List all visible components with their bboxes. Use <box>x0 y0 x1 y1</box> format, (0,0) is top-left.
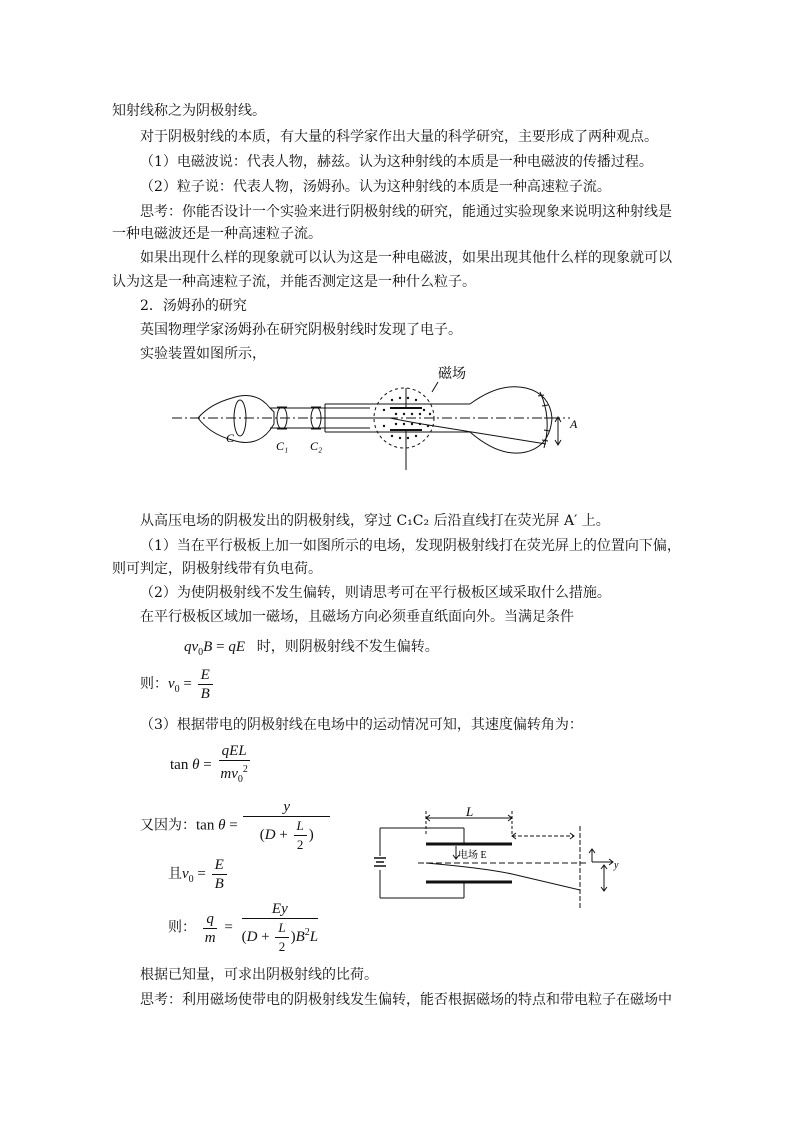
deflection-plates-figure <box>374 806 630 916</box>
equation-v0: 则：$v_0$ = $\frac{E}{B}$ <box>140 666 215 703</box>
text-line: 对于阴极射线的本质，有大量的科学家作出大量的科学研究，主要形成了两种观点。 <box>140 129 658 145</box>
text-line: 根据已知量，可求出阴极射线的比荷。 <box>140 967 378 983</box>
text-line: 认为这是一种高速粒子流，并能否测定这是一种什么粒子。 <box>112 274 476 290</box>
text-line: 思考：利用磁场使带电的阴极射线发生偏转，能否根据磁场的特点和带电粒子在磁场中 <box>140 992 672 1008</box>
cathode-label: C <box>226 431 235 445</box>
text-line: （2）为使阴极射线不发生偏转，则请思考可在平行极板区域采取什么措施。 <box>140 585 611 601</box>
text-line: 知射线称之为阴极射线。 <box>112 103 266 119</box>
screen-label: A <box>570 417 578 431</box>
c2-label: C₂ <box>310 439 323 453</box>
text-line: 英国物理学家汤姆孙在研究阴极射线时发现了电子。 <box>140 322 462 338</box>
text-line: 则可判定，阴极射线带有负电荷。 <box>112 561 322 577</box>
section-heading: 2．汤姆孙的研究 <box>140 298 247 314</box>
equation-tan-theta: tan θ = $\frac{\text{qEL}}{mv_0^2}$ <box>170 743 248 785</box>
text-line: 如果出现什么样的现象就可以认为这是一种电磁波，如果出现其他什么样的现象就可以 <box>140 250 672 266</box>
text-line: 思考：你能否设计一个实验来进行阴极射线的研究，能通过实验现象来说明这种射线是 <box>140 204 672 220</box>
text-line: 实验装置如图所示， <box>140 346 266 362</box>
text-line: （1）电磁波说：代表人物，赫兹。认为这种射线的本质是一种电磁波的传播过程。 <box>140 154 653 170</box>
y-axis-label: y <box>614 860 619 871</box>
text-line: （3）根据带电的阴极射线在电场中的运动情况可知，其速度偏转角为： <box>140 717 583 733</box>
c1-label: C₁ <box>276 439 289 453</box>
text-line: 一种电磁波还是一种高速粒子流。 <box>112 226 322 242</box>
electric-field-label: 电场 E <box>458 850 487 861</box>
text-line: （1）当在平行极板上加一如图所示的电场，发现阴极射线打在荧光屏上的位置向下偏， <box>140 538 681 554</box>
equation-v0-again: 且$v_0$ = $\frac{E}{B}$ <box>168 856 229 893</box>
equation-suffix: 时，则阴极射线不发生偏转。 <box>256 639 439 655</box>
length-label: L <box>466 806 474 819</box>
equation-balance: $qv_0B$ = qE 时，则阴极射线不发生偏转。 <box>184 639 439 658</box>
cathode-ray-tube-figure <box>170 362 590 494</box>
text-line: 在平行极板区域加一磁场，且磁场方向必须垂直纸面向外。当满足条件 <box>140 609 574 625</box>
text-line: 从高压电场的阴极发出的阴极射线，穿过 C₁C₂ 后沿直线打在荧光屏 A′ 上。 <box>140 513 610 529</box>
text-line: （2）粒子说：代表人物，汤姆孙。认为这种射线的本质是一种高速粒子流。 <box>140 179 611 195</box>
equation-tan-geometry: 又因为：tan θ = y (D + $\frac{L}{2}$ ) <box>140 798 332 854</box>
field-label: 磁场 <box>438 367 466 382</box>
equation-charge-mass: 则： $\frac{q}{m}$ = Ey (D + $\frac{L}{2}$ )$B^2L$ <box>168 901 319 954</box>
